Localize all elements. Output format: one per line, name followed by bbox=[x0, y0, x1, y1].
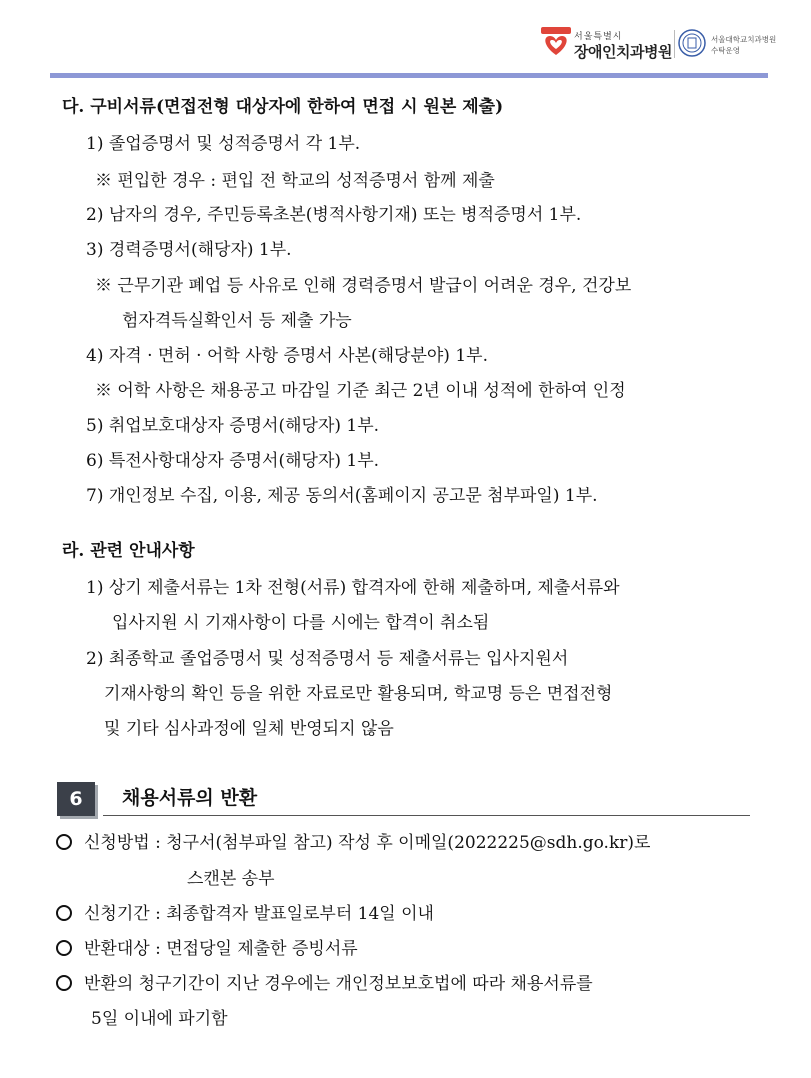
return-item bbox=[56, 832, 650, 854]
logo-subtitle: 서울특별시 bbox=[574, 32, 623, 42]
heart-logo-icon bbox=[541, 27, 571, 57]
doc-note: ※ 근무기관 폐업 등 사유로 인해 경력증명서 발급이 어려운 경우, 건강보 bbox=[95, 276, 632, 296]
notice-line: 2) 최종학교 졸업증명서 및 성적증명서 등 제출서류는 입사지원서 bbox=[86, 649, 569, 669]
section-underline bbox=[103, 815, 750, 816]
return-item-cont: 5일 이내에 파기함 bbox=[91, 1009, 228, 1029]
doc-line: 3) 경력증명서(해당자) 1부. bbox=[86, 240, 292, 260]
doc-note: ※ 편입한 경우 : 편입 전 학교의 성적증명서 함께 제출 bbox=[95, 171, 495, 191]
doc-line: 6) 특전사항대상자 증명서(해당자) 1부. bbox=[86, 451, 380, 471]
return-item-text: 반환의 청구기간이 지난 경우에는 개인정보보호법에 따라 채용서류를 bbox=[84, 974, 593, 994]
logo-title: 장애인치과병원 bbox=[574, 43, 672, 61]
doc-line: 1) 졸업증명서 및 성적증명서 각 1부. bbox=[86, 134, 361, 154]
header-accent-bar bbox=[50, 73, 768, 78]
circle-bullet-icon bbox=[56, 905, 72, 921]
university-seal-icon bbox=[678, 29, 706, 57]
notice-line-cont: 및 기타 심사과정에 일체 반영되지 않음 bbox=[104, 719, 394, 739]
logo-divider bbox=[674, 30, 675, 58]
return-item bbox=[56, 938, 358, 960]
doc-line: 2) 남자의 경우, 주민등록초본(병적사항기재) 또는 병적증명서 1부. bbox=[86, 205, 582, 225]
return-item-text: 반환대상 : 면접당일 제출한 증빙서류 bbox=[84, 939, 358, 959]
notice-line-cont: 기재사항의 확인 등을 위한 자료로만 활용되며, 학교명 등은 면접전형 bbox=[104, 684, 613, 704]
section-number-badge: 6 bbox=[57, 782, 95, 816]
doc-line: 7) 개인정보 수집, 이용, 제공 동의서(홈페이지 공고문 첨부파일) 1부. bbox=[86, 486, 598, 506]
circle-bullet-icon bbox=[56, 975, 72, 991]
notice-line-cont: 입사지원 시 기재사항이 다를 시에는 합격이 취소됨 bbox=[112, 613, 490, 633]
section-da-title: 다. 구비서류(면접전형 대상자에 한하여 면접 시 원본 제출) bbox=[62, 97, 504, 117]
return-item bbox=[56, 973, 593, 995]
doc-note: ※ 어학 사항은 채용공고 마감일 기준 최근 2년 이내 성적에 한하여 인정 bbox=[95, 381, 626, 401]
notice-line: 1) 상기 제출서류는 1차 전형(서류) 합격자에 한해 제출하며, 제출서류와 bbox=[86, 578, 620, 598]
return-item-text: 신청기간 : 최종합격자 발표일로부터 14일 이내 bbox=[84, 904, 434, 924]
return-item-text: 신청방법 : 청구서(첨부파일 참고) 작성 후 이메일(2022225@sdh.go.kr)로 bbox=[84, 833, 651, 853]
page-header bbox=[0, 0, 811, 80]
seal-caption-2: 수탁운영 bbox=[711, 46, 740, 55]
doc-line: 4) 자격 · 면허 · 어학 사항 증명서 사본(해당분야) 1부. bbox=[86, 346, 488, 366]
doc-note-cont: 험자격득실확인서 등 제출 가능 bbox=[122, 311, 352, 331]
doc-line: 5) 취업보호대상자 증명서(해당자) 1부. bbox=[86, 416, 380, 436]
seal-caption-1: 서울대학교치과병원 bbox=[711, 35, 777, 44]
circle-bullet-icon bbox=[56, 834, 72, 850]
section-ra-title: 라. 관련 안내사항 bbox=[62, 541, 195, 561]
circle-bullet-icon bbox=[56, 940, 72, 956]
return-item-cont: 스캔본 송부 bbox=[187, 869, 275, 889]
return-item bbox=[56, 903, 434, 925]
section-6-title: 채용서류의 반환 bbox=[122, 787, 258, 809]
